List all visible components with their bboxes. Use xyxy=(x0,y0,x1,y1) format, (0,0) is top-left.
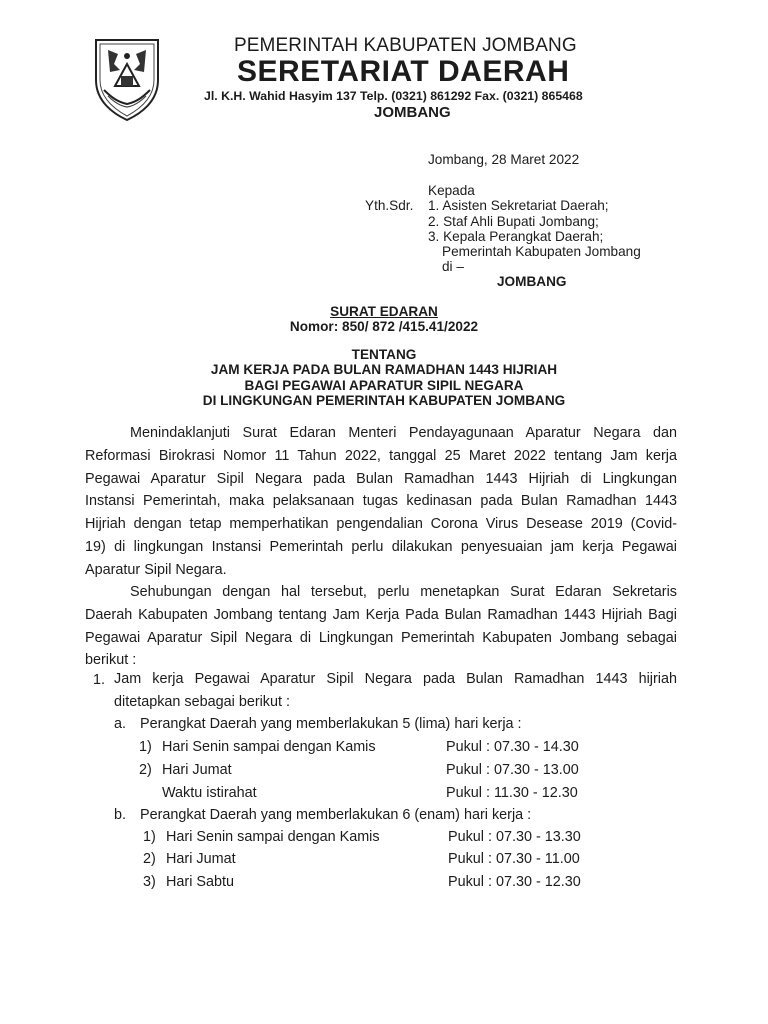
schedule-row-number: 3) xyxy=(143,874,156,890)
paragraph-line: 19) di lingkungan Instansi Pemerintah perlu dilakukan penyesuaian jam kerja Pegawai xyxy=(85,538,677,555)
subpoint-b-label: b. xyxy=(114,807,127,823)
recipient-item: di – xyxy=(442,259,464,274)
paragraph-line: Hijriah dengan tetap memperhatikan pengendalian Corona Virus Desease 2019 (Covid- xyxy=(85,516,677,533)
document-type: SURAT EDARAN xyxy=(330,304,438,319)
point-1-text xyxy=(114,668,677,714)
paragraph-line: Instansi Pemerintah, maka pelaksanaan tugas kedinasan pada Bulan Ramadhan 1443 xyxy=(85,493,677,510)
subpoint-a-label: a. xyxy=(114,716,127,732)
recipient-item: 1. Asisten Sekretariat Daerah; xyxy=(428,198,609,213)
header-city: JOMBANG xyxy=(374,104,451,121)
schedule-row-time: Pukul : 11.30 - 12.30 xyxy=(446,785,578,801)
schedule-row-number: 1) xyxy=(143,829,156,845)
recipient-item: 3. Kepala Perangkat Daerah; xyxy=(428,229,604,244)
paragraph-line: ditetapkan sebagai berikut : xyxy=(114,693,291,710)
tentang-heading: TENTANG xyxy=(351,347,417,362)
paragraph-line: Sehubungan dengan hal tersebut, perlu menetapkan Surat Edaran Sekretaris xyxy=(130,584,677,600)
paragraph-line: Jam kerja Pegawai Aparatur Sipil Negara pada Bulan Ramadhan 1443 hijriah xyxy=(114,671,677,687)
schedule-row-time: Pukul : 07.30 - 13.30 xyxy=(448,829,581,845)
schedule-row-time: Pukul : 07.30 - 14.30 xyxy=(446,739,579,755)
schedule-row-day: Hari Senin sampai dengan Kamis xyxy=(162,739,376,755)
paragraph-line: Reformasi Birokrasi Nomor 11 Tahun 2022, tanggal 25 Maret 2022 tentang Jam kerja xyxy=(85,447,677,464)
schedule-row-day: Hari Senin sampai dengan Kamis xyxy=(166,829,380,845)
header-address: Jl. K.H. Wahid Hasyim 137 Telp. (0321) 861292 Fax. (0321) 865468 xyxy=(204,89,583,103)
schedule-row-day: Hari Jumat xyxy=(162,762,232,778)
paragraph-line: Aparatur Sipil Negara. xyxy=(85,561,227,578)
subpoint-a-text: Perangkat Daerah yang memberlakukan 5 (lima) hari kerja : xyxy=(140,716,522,732)
schedule-row-number: 2) xyxy=(143,851,156,867)
paragraph-2 xyxy=(85,581,677,672)
subject-line: DI LINGKUNGAN PEMERINTAH KABUPATEN JOMBANG xyxy=(202,393,566,408)
schedule-row-time: Pukul : 07.30 - 12.30 xyxy=(448,874,581,890)
paragraph-line: Menindaklanjuti Surat Edaran Menteri Pendayagunaan Aparatur Negara dan xyxy=(130,425,677,441)
paragraph-line: berikut : xyxy=(85,652,137,669)
point-1-number: 1. xyxy=(93,672,106,688)
paragraph-line: Pegawai Aparatur Sipil Negara di Lingkungan Pemerintah Kabupaten Jombang sebagai xyxy=(85,629,677,646)
recipient-item: 2. Staf Ahli Bupati Jombang; xyxy=(428,214,599,229)
recipient-salutation: Yth.Sdr. xyxy=(365,198,414,213)
recipient-city: JOMBANG xyxy=(497,274,567,289)
header-office-name: SERETARIAT DAERAH xyxy=(237,55,570,88)
header-government-name: PEMERINTAH KABUPATEN JOMBANG xyxy=(234,35,577,56)
schedule-row-time: Pukul : 07.30 - 11.00 xyxy=(448,851,580,867)
subject-line: JAM KERJA PADA BULAN RAMADHAN 1443 HIJRIAH xyxy=(210,362,558,377)
subpoint-b-text: Perangkat Daerah yang memberlakukan 6 (enam) hari kerja : xyxy=(140,807,532,823)
letter-date: Jombang, 28 Maret 2022 xyxy=(428,152,580,167)
recipient-kepada: Kepada xyxy=(428,183,475,198)
jombang-coat-of-arms-logo xyxy=(90,36,164,122)
schedule-row-day: Waktu istirahat xyxy=(162,785,257,801)
schedule-row-number: 1) xyxy=(139,739,152,755)
recipient-item: Pemerintah Kabupaten Jombang xyxy=(442,244,641,259)
subject-line: BAGI PEGAWAI APARATUR SIPIL NEGARA xyxy=(244,378,524,393)
paragraph-1 xyxy=(85,422,677,582)
paragraph-line: Daerah Kabupaten Jombang tentang Jam Kerja Pada Bulan Ramadhan 1443 Hijriah Bagi xyxy=(85,606,677,623)
schedule-row-day: Hari Sabtu xyxy=(166,874,234,890)
schedule-row-time: Pukul : 07.30 - 13.00 xyxy=(446,762,579,778)
schedule-row-day: Hari Jumat xyxy=(166,851,236,867)
paragraph-line: Pegawai Aparatur Sipil Negara pada Bulan Ramadhan 1443 Hijriah di Lingkungan xyxy=(85,470,677,487)
schedule-row-number: 2) xyxy=(139,762,152,778)
document-number: Nomor: 850/ 872 /415.41/2022 xyxy=(289,319,479,334)
